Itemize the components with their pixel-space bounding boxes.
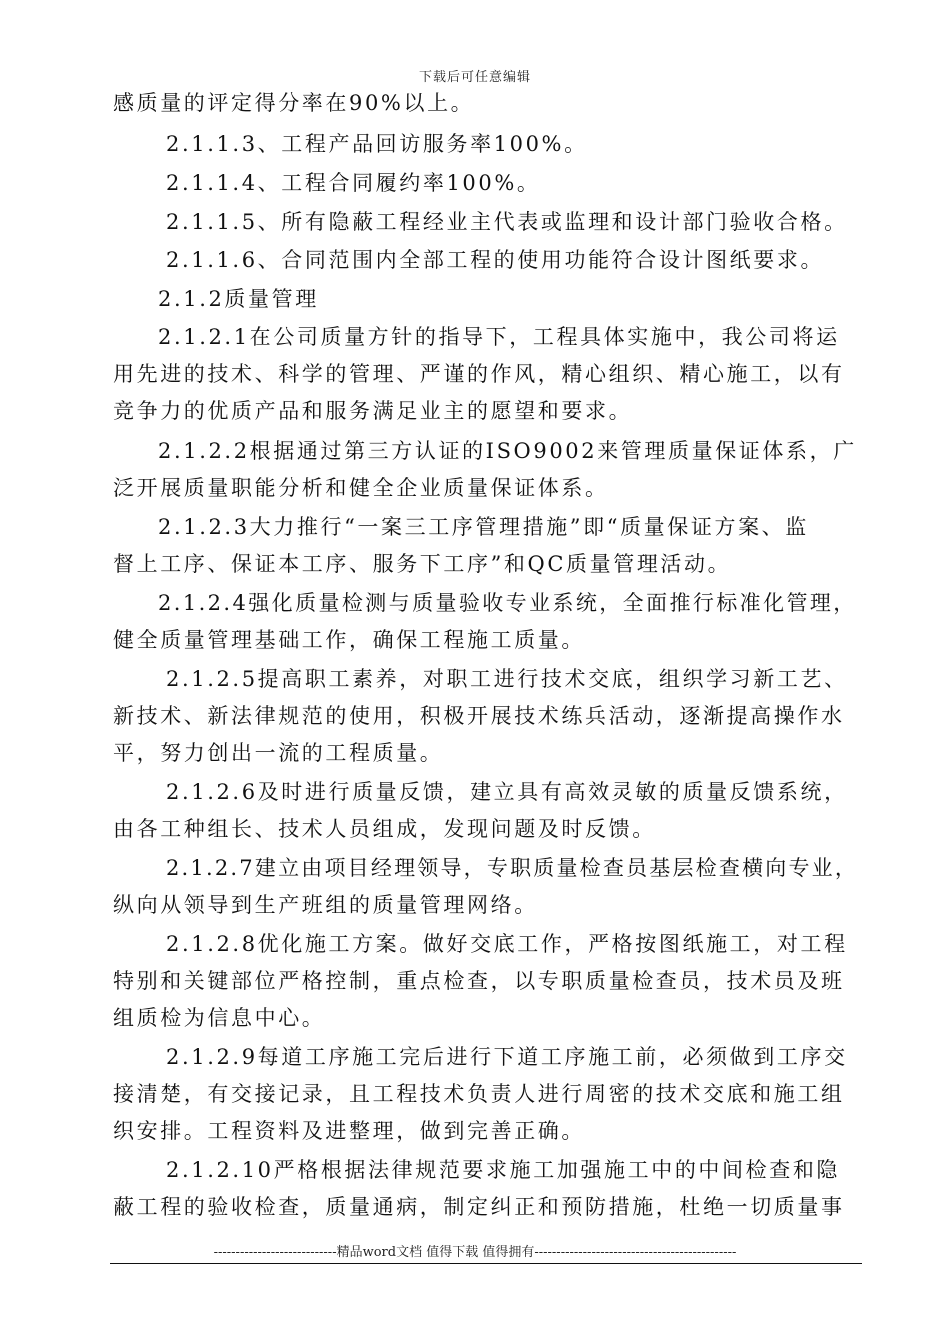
text-line: 用先进的技术、科学的管理、严谨的作风，精心组织、精心施工，以有 [113,362,845,386]
text-line: 平，努力创出一流的工程质量。 [113,741,444,765]
text-line: 2.1.1.3、工程产品回访服务率100%。 [166,132,588,156]
text-line: 蔽工程的验收检查，质量通病，制定纠正和预防措施，杜绝一切质量事 [113,1195,845,1219]
text-line: 新技术、新法律规范的使用，积极开展技术练兵活动，逐渐提高操作水 [113,704,845,728]
text-line: 健全质量管理基础工作，确保工程施工质量。 [113,628,585,652]
text-line: 2.1.2.5提高职工素养，对职工进行技术交底，组织学习新工艺、 [166,667,848,691]
page-footer: ----------------------------精品word文档 值得下载 值得拥有---------------------------------------------- [213,1245,737,1260]
text-line: 2.1.2.9每道工序施工完后进行下道工序施工前，必须做到工序交 [166,1045,848,1069]
page-header: 下载后可任意编辑 [418,70,531,85]
text-line: 2.1.2.7建立由项目经理领导，专职质量检查员基层检查横向专业， [166,856,859,880]
text-line: 泛开展质量职能分析和健全企业质量保证体系。 [113,476,609,500]
text-line: 纵向从领导到生产班组的质量管理网络。 [113,893,538,917]
section-heading: 2.1.2质量管理 [158,287,319,311]
text-line: 2.1.2.8优化施工方案。做好交底工作，严格按图纸施工，对工程 [166,932,848,956]
text-line: 2.1.1.4、工程合同履约率100%。 [166,171,541,195]
text-line: 2.1.2.1在公司质量方针的指导下，工程具体实施中，我公司将运 [158,325,840,349]
text-line: 2.1.2.4强化质量检测与质量验收专业系统，全面推行标准化管理， [158,591,857,615]
text-line: 竞争力的优质产品和服务满足业主的愿望和要求。 [113,399,633,423]
text-line: 特别和关键部位严格控制，重点检查，以专职质量检查员，技术员及班 [113,969,845,993]
text-line: 组质检为信息中心。 [113,1006,326,1030]
text-line: 2.1.2.6及时进行质量反馈，建立具有高效灵敏的质量反馈系统， [166,780,848,804]
text-line: 2.1.1.6、合同范围内全部工程的使用功能符合设计图纸要求。 [166,248,825,272]
text-line: 督上工序、保证本工序、服务下工序”和QC质量管理活动。 [113,552,732,576]
text-line: 感质量的评定得分率在90%以上。 [113,91,475,115]
text-line: 2.1.2.10严格根据法律规范要求施工加强施工中的中间检查和隐 [166,1158,841,1182]
text-line: 2.1.2.3大力推行“一案三工序管理措施”即“质量保证方案、监 [158,515,809,539]
text-line: 2.1.1.5、所有隐蔽工程经业主代表或监理和设计部门验收合格。 [166,210,848,234]
text-line: 织安排。工程资料及进整理，做到完善正确。 [113,1119,585,1143]
text-line: 接清楚，有交接记录，且工程技术负责人进行周密的技术交底和施工组 [113,1082,845,1106]
text-line: 2.1.2.2根据通过第三方认证的ISO9002来管理质量保证体系，广 [158,439,857,463]
text-line: 由各工种组长、技术人员组成，发现问题及时反馈。 [113,817,656,841]
footer-divider [110,1263,862,1264]
